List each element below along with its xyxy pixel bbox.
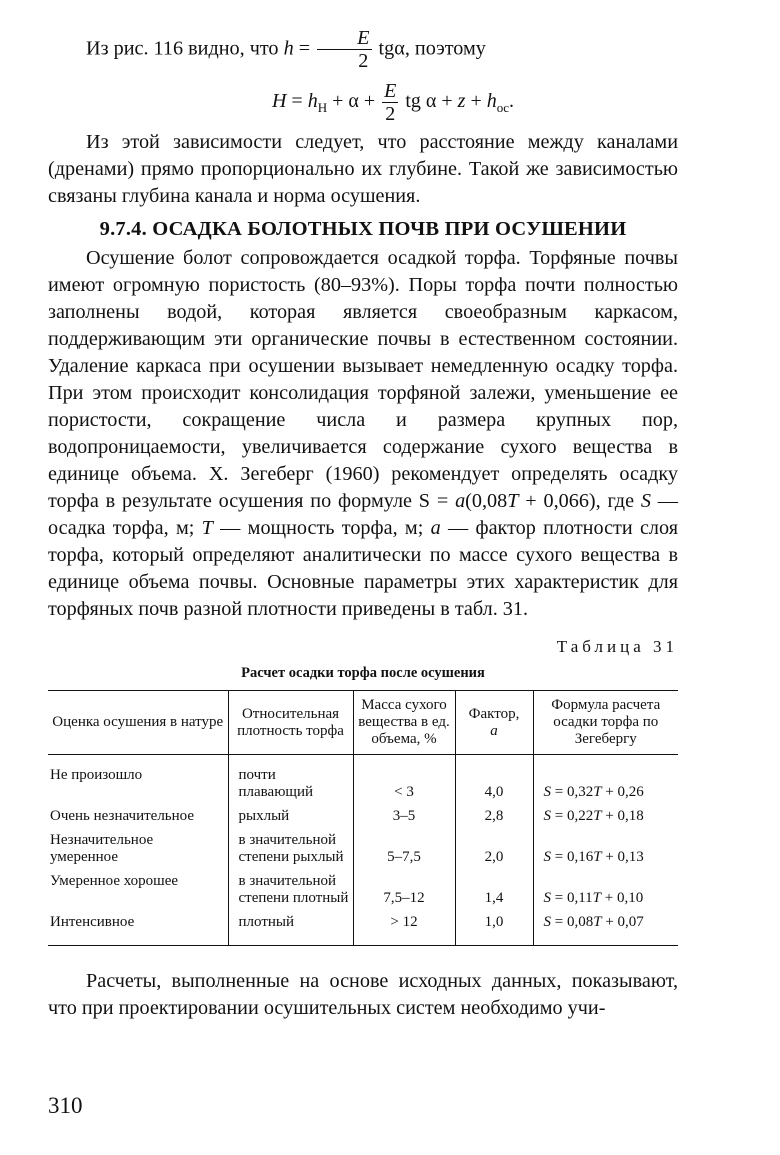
cell-factor: 2,8 (455, 805, 533, 829)
paragraph-dependence: Из этой зависимости следует, что расстояние между каналами (дренами) прямо пропорционально их глубине. Такой же зависимостью связаны глубина канала и норма осушения. (48, 131, 678, 208)
cell-density: в значительной степени плотный (228, 870, 353, 911)
table-header-row (48, 691, 678, 755)
header-factor-symbol: a (490, 722, 498, 739)
formula-T: T (593, 784, 602, 801)
formula-tg-alpha: tg α + (400, 90, 458, 113)
cell-formula (533, 870, 678, 911)
settlement-table (48, 690, 678, 946)
para2-text-2: (0,08 (465, 490, 508, 513)
formula-h: h (307, 90, 318, 113)
formula-const: + 0,07 (601, 914, 644, 931)
cell-formula (533, 829, 678, 870)
formula-h-oc-subscript: oc (496, 100, 510, 116)
formula-S: S (543, 914, 551, 931)
paragraph-calculations: Расчеты, выполненные на основе исходных данных, показывают, что при проектировании осушительных систем необходимо учи- (48, 970, 678, 1020)
cell-assessment: Не произошло (50, 767, 143, 784)
cell-density: плотный (228, 911, 353, 946)
formula-coef: = 0,32 (551, 784, 594, 801)
cell-factor: 1,4 (455, 870, 533, 911)
formula-coef: = 0,22 (551, 808, 594, 825)
intro-suffix: , поэтому (404, 37, 486, 60)
formula-coef: = 0,11 (551, 890, 593, 907)
formula-S: S (543, 784, 551, 801)
equals-sign: = (293, 37, 316, 60)
cell-assessment: Умеренное хорошее (50, 873, 179, 890)
cell-dry-mass: 5–7,5 (353, 829, 455, 870)
table-row (48, 805, 678, 829)
para2-text-1: Осушение болот сопровождается осадкой торфа. Торфяные почвы имеют огромную пористость (80–93%). Поры торфа почти полностью заполнены водой, которая является своеобразным каркасом, поддерживающим эти органические почвы в естественном состоянии. Удаление каркаса при осушении вызывает немедленную осадку торфа. При этом происходит консолидация торфяной залежи, уменьшение ее пористости, сокращение числа и размера крупных пор, водопроницаемости, увеличивается содержание сухого вещества в единице объема. Х. Зегеберг (1960) рекомендует определять осадку торфа в результате осушения по формуле S = (48, 247, 678, 513)
formula-T: T (593, 849, 602, 866)
formula-fraction-denominator: 2 (385, 103, 396, 126)
cell-assessment: Незначительное умеренное (50, 832, 154, 866)
cell-assessment: Очень незначительное (50, 808, 195, 825)
header-formula: Формула расчета осадки торфа по Зегебергу (533, 691, 678, 755)
table-title: Расчет осадки торфа после осушения (241, 665, 485, 682)
var-T: T (507, 490, 519, 513)
header-assessment: Оценка осушения в натуре (48, 691, 228, 755)
cell-dry-mass: < 3 (353, 755, 455, 806)
formula-S: S (543, 808, 551, 825)
var-a: a (455, 490, 466, 513)
cell-factor: 1,0 (455, 911, 533, 946)
cell-density: почти плавающий (228, 755, 353, 806)
formula-h-oc: h (486, 90, 497, 113)
formula-h-subscript: H (317, 100, 328, 116)
paragraph-peat-settlement (48, 245, 678, 623)
intro-text: Из рис. 116 видно, что (86, 37, 279, 60)
para2-text-3: + 0,066), где (518, 490, 641, 513)
table-row (48, 829, 678, 870)
table-row (48, 870, 678, 911)
cell-factor: 2,0 (455, 829, 533, 870)
formula-fraction (382, 81, 398, 124)
tg-function: tg (378, 37, 395, 60)
header-factor (455, 691, 533, 755)
formula-const: + 0,18 (601, 808, 644, 825)
cell-assessment: Интенсивное (48, 911, 228, 946)
formula-const: + 0,13 (601, 849, 644, 866)
var-S: S (640, 490, 651, 513)
para2-text-6: — фактор плотности слоя торфа, который определяют аналитически по массе сухого вещества в единице объема почвы. Основные параметры этих характеристик для торфяных почв разной плотности приведены в табл. 31. (48, 517, 678, 621)
main-formula (48, 81, 678, 127)
formula-equals: = (286, 90, 308, 113)
formula-H: H (271, 90, 287, 113)
cell-dry-mass: > 12 (353, 911, 455, 946)
cell-formula (533, 911, 678, 946)
section-heading: 9.7.4. ОСАДКА БОЛОТНЫХ ПОЧВ ПРИ ОСУШЕНИИ (99, 218, 627, 241)
table-row (48, 911, 678, 946)
var-T-2: T (201, 517, 213, 540)
formula-T: T (593, 808, 602, 825)
page-number: 310 (48, 1093, 83, 1118)
formula-T: T (592, 890, 601, 907)
alpha-symbol: α (394, 37, 405, 60)
formula-plus: + (465, 90, 487, 113)
cell-formula (533, 805, 678, 829)
book-page (48, 22, 678, 1022)
formula-coef: = 0,08 (551, 914, 594, 931)
cell-factor: 4,0 (455, 755, 533, 806)
cell-dry-mass: 7,5–12 (353, 870, 455, 911)
cell-dry-mass: 3–5 (353, 805, 455, 829)
cell-density: в значительной степени рыхлый (228, 829, 353, 870)
header-density: Относительная плотность торфа (228, 691, 353, 755)
cell-formula (533, 755, 678, 806)
formula-plus-alpha: + α + (327, 90, 381, 113)
cell-density: рыхлый (228, 805, 353, 829)
intro-line (48, 28, 678, 71)
table-row (48, 755, 678, 806)
var-h: h (283, 37, 294, 60)
fraction-numerator: E (317, 28, 371, 50)
para2-text-5: — мощность торфа, м; (212, 517, 431, 540)
formula-T: T (593, 914, 602, 931)
formula-coef: = 0,16 (551, 849, 594, 866)
formula-S: S (543, 890, 551, 907)
fraction-denominator: 2 (358, 50, 369, 73)
formula-S: S (543, 849, 551, 866)
table-label: Таблица 31 (556, 637, 678, 657)
formula-const: + 0,10 (601, 890, 644, 907)
formula-fraction-numerator: E (384, 80, 397, 103)
header-dry-mass: Масса сухого вещества в ед. объема, % (353, 691, 455, 755)
formula-z: z (457, 90, 466, 113)
formula-const: + 0,26 (601, 784, 644, 801)
fraction-e-over-2 (317, 28, 371, 71)
formula-period: . (509, 90, 515, 113)
var-a-2: a (430, 517, 441, 540)
para2-text-4: — осадка торфа, м; (48, 490, 678, 540)
header-factor-label: Фактор, (468, 705, 520, 722)
